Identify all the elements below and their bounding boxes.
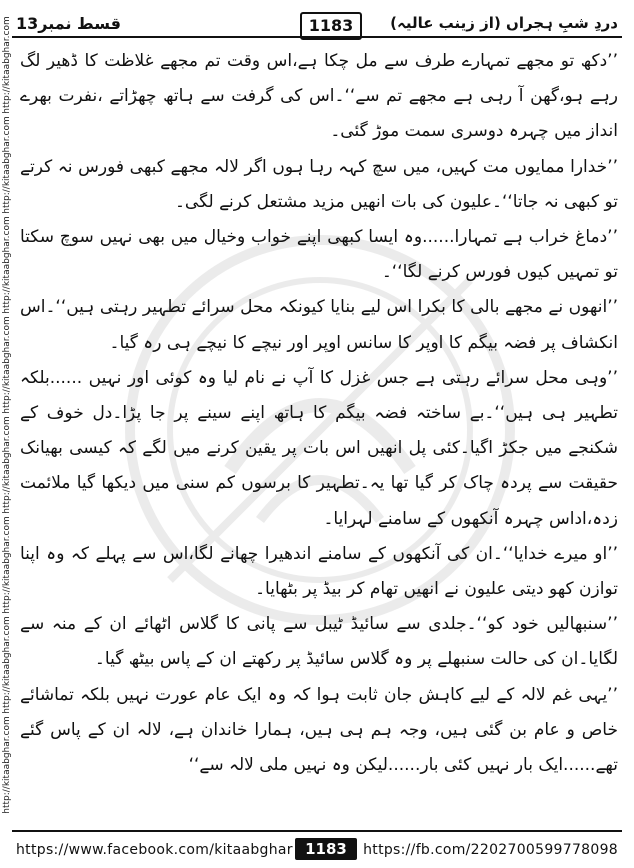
paragraph: ’’انھوں نے مجھے بالی کا بکرا اس لیے بنایا کیونکہ محل سرائے تطہیر رہتی ہیں‘‘۔اس انکشاف پر فضہ بیگم کا اوپر کا سانس اوپر اور نیچے کا نیچے ہی رہ گیا۔ — [20, 297, 618, 353]
side-url[interactable]: http://kitaabghar.com — [2, 16, 12, 114]
paragraph: ’’او میرے خدایا‘‘۔ان کی آنکھوں کے سامنے اندھیرا چھانے لگا،اس سے پہلے کہ وہ اپنا توازن کھو دیتی علیون نے انھیں تھام کر بیڈ پر بٹھایا۔ — [20, 543, 618, 600]
side-url[interactable]: http://kitaabghar.com — [2, 216, 12, 314]
page-header — [12, 8, 622, 38]
paragraph: ’’دماغ خراب ہے تمہارا......وہ ایسا کبھی اپنے خواب وخیال میں بھی نہیں سوچ سکتا تو تمہیں کیوں فورس کرنے لگا‘‘۔ — [20, 227, 618, 283]
side-url[interactable]: http://kitaabghar.com — [2, 516, 12, 614]
paragraph: ’’یہی غم لالہ کے لیے کاہش جان ثابت ہوا کہ وہ ایک عام عورت نہیں بلکہ تماشائے خاص و عام بن گئی ہیں، وجہ ہم ہی ہیں، ہمارا خاندان ہے، لالہ ان کے پاس گئے تھے......ایک بار نہیں کئی بار......لیکن وہ نہیں ملی لالہ سے‘‘ — [20, 684, 618, 776]
side-url[interactable]: http://kitaabghar.com — [2, 316, 12, 414]
side-url[interactable]: http://kitaabghar.com — [2, 416, 12, 514]
side-urls — [0, 16, 14, 820]
facebook-link[interactable]: https://www.facebook.com/kitaabghar — [16, 842, 293, 858]
side-url[interactable]: http://kitaabghar.com — [2, 616, 12, 714]
story-text — [20, 44, 618, 819]
side-url[interactable]: http://kitaabghar.com — [2, 716, 12, 814]
paragraph: ’’دکھ تو مجھے تمہارے طرف سے مل چکا ہے،اس وقت تم مجھے غلاظت کا ڈھیر لگ رہے ہو،گھن آ رہی ہے مجھے تم سے‘‘۔اس کی گرفت سے ہاتھ چھڑاتے ،نفرت بھرے انداز میں چہرہ دوسری سمت موڑ گئی۔ — [20, 51, 618, 142]
paragraph: ’’وہی محل سرائے رہتی ہے جس غزل کا آپ نے نام لیا وہ کوئی اور نہیں ......بلکہ تطہیر ہی ہیں‘‘۔بے ساختہ فضہ بیگم کا ہاتھ اپنے سینے پر جا پڑا۔دل خوف کے شکنجے میں جکڑ اگیا۔کئی پل انھیں اس بات پر یقین کرنے میں لگے کہ کیسی بھیانک حقیقت سے پردہ چاک کر گیا تھا یہ۔تطہیر کا برسوں کم سنی میں دیکھا گیا ملائمت زدہ،اداس چہرہ آنکھوں کے سامنے لہرایا۔ — [20, 367, 618, 529]
page-footer — [12, 838, 622, 864]
footer-divider — [12, 830, 622, 832]
fb-link[interactable]: https://fb.com/2202700599778098 — [363, 842, 618, 858]
header-divider — [12, 36, 622, 38]
paragraph: ’’سنبھالیں خود کو‘‘۔جلدی سے سائیڈ ٹیبل سے پانی کا گلاس اٹھائے ان کے منہ سے لگایا۔ان کی حالت سنبھلے پر وہ گلاس سائیڈ پر رکھتے ان کے پاس بیٹھ گیا۔ — [20, 614, 618, 670]
header-page-number: 1183 — [300, 12, 362, 40]
footer-page-number: 1183 — [295, 838, 357, 860]
side-url[interactable]: http://kitaabghar.com — [2, 116, 12, 214]
episode-label: قسط نمبر13 — [16, 14, 121, 33]
paragraph: ’’خدارا ممایوں مت کہیں، میں سچ کہہ رہا ہوں اگر لالہ مجھے کبھی فورس نہ کرتے تو کبھی نہ جاتا‘‘۔علیون کی بات انھیں مزید مشتعل کرنے لگی۔ — [20, 156, 618, 212]
book-title: دردِ شبِ ہجراں (از زینب عالیہ) — [390, 14, 618, 32]
